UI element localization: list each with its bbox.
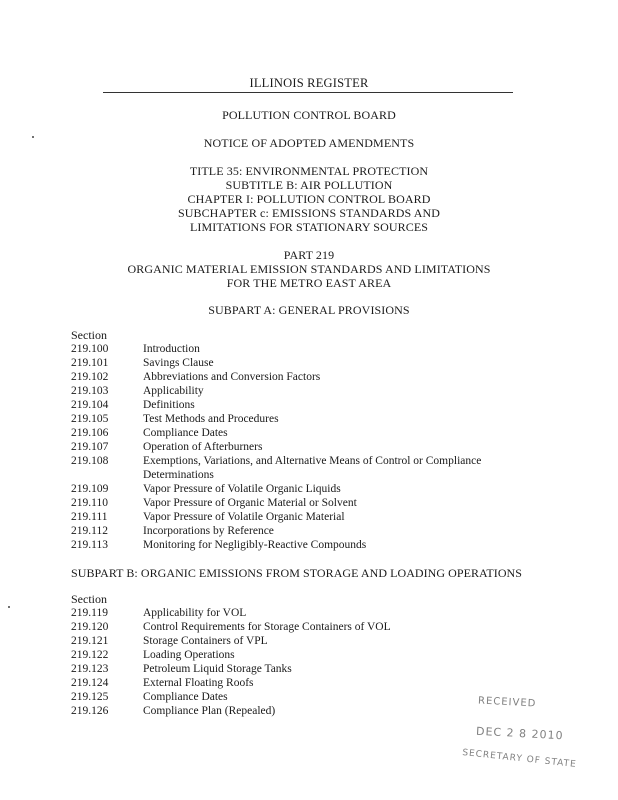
register-title: ILLINOIS REGISTER bbox=[249, 76, 369, 90]
section-title: Compliance Dates bbox=[143, 427, 228, 439]
notice-heading: NOTICE OF ADOPTED AMENDMENTS bbox=[203, 136, 415, 150]
part-number: PART 219 bbox=[283, 248, 335, 262]
part-title-line2: FOR THE METRO EAST AREA bbox=[226, 276, 392, 290]
title-heading: TITLE 35: ENVIRONMENTAL PROTECTION bbox=[189, 164, 429, 178]
section-number: 219.126 bbox=[71, 705, 109, 717]
section-number: 219.113 bbox=[71, 539, 108, 551]
section-title: Monitoring for Negligibly-Reactive Compounds bbox=[143, 539, 367, 551]
section-number: 219.122 bbox=[71, 649, 109, 661]
section-number: 219.120 bbox=[71, 621, 109, 633]
section-title: Storage Containers of VPL bbox=[143, 635, 268, 647]
section-title: Compliance Dates bbox=[143, 691, 228, 703]
scan-speck bbox=[32, 136, 34, 138]
agency-heading: POLLUTION CONTROL BOARD bbox=[222, 108, 396, 122]
stamp-date: DEC 2 8 2010 bbox=[475, 724, 564, 743]
section-title: Test Methods and Procedures bbox=[143, 413, 279, 425]
section-title: Control Requirements for Storage Containers of VOL bbox=[143, 621, 391, 633]
section-number: 219.101 bbox=[71, 357, 109, 369]
header-rule bbox=[103, 92, 513, 93]
section-number: 219.104 bbox=[71, 399, 109, 411]
section-title: Vapor Pressure of Organic Material or Solvent bbox=[143, 497, 357, 509]
section-number: 219.110 bbox=[71, 497, 108, 509]
subchapter-heading-cont: LIMITATIONS FOR STATIONARY SOURCES bbox=[189, 220, 429, 234]
section-title-continuation: Determinations bbox=[143, 469, 214, 481]
section-title: Vapor Pressure of Volatile Organic Liquids bbox=[143, 483, 341, 495]
section-title: Applicability bbox=[143, 385, 204, 397]
subpart-b-title: SUBPART B: ORGANIC EMISSIONS FROM STORAGE AND LOADING OPERATIONS bbox=[71, 566, 522, 580]
section-title: Introduction bbox=[143, 343, 200, 355]
section-title: Definitions bbox=[143, 399, 195, 411]
section-number: 219.105 bbox=[71, 413, 109, 425]
section-title: Petroleum Liquid Storage Tanks bbox=[143, 663, 292, 675]
section-title: External Floating Roofs bbox=[143, 677, 254, 689]
section-number: 219.100 bbox=[71, 343, 109, 355]
subchapter-heading: SUBCHAPTER c: EMISSIONS STANDARDS AND bbox=[177, 206, 441, 220]
subtitle-heading: SUBTITLE B: AIR POLLUTION bbox=[225, 178, 393, 192]
subpart-a-title: SUBPART A: GENERAL PROVISIONS bbox=[208, 303, 410, 317]
section-title: Compliance Plan (Repealed) bbox=[143, 705, 276, 717]
section-number: 219.107 bbox=[71, 441, 109, 453]
section-title: Loading Operations bbox=[143, 649, 235, 661]
section-title: Abbreviations and Conversion Factors bbox=[143, 371, 321, 383]
section-number: 219.112 bbox=[71, 525, 108, 537]
section-number: 219.108 bbox=[71, 455, 109, 467]
section-title: Incorporations by Reference bbox=[143, 525, 274, 537]
chapter-heading: CHAPTER I: POLLUTION CONTROL BOARD bbox=[187, 192, 431, 206]
section-number: 219.119 bbox=[71, 607, 108, 619]
section-number: 219.103 bbox=[71, 385, 109, 397]
section-number: 219.123 bbox=[71, 663, 109, 675]
section-number: 219.111 bbox=[71, 511, 108, 523]
section-title: Vapor Pressure of Volatile Organic Material bbox=[143, 511, 345, 523]
section-title: Savings Clause bbox=[143, 357, 214, 369]
section-label-b: Section bbox=[71, 592, 107, 606]
scan-speck bbox=[8, 606, 10, 608]
section-number: 219.121 bbox=[71, 635, 109, 647]
stamp-office: SECRETARY OF STATE bbox=[461, 748, 578, 770]
stamp-received: RECEIVED bbox=[477, 695, 537, 710]
section-label-a: Section bbox=[71, 328, 107, 342]
section-title: Applicability for VOL bbox=[143, 607, 247, 619]
part-title-line1: ORGANIC MATERIAL EMISSION STANDARDS AND LIMITATIONS bbox=[127, 262, 491, 276]
section-number: 219.109 bbox=[71, 483, 109, 495]
section-number: 219.124 bbox=[71, 677, 109, 689]
section-title: Operation of Afterburners bbox=[143, 441, 263, 453]
section-number: 219.102 bbox=[71, 371, 109, 383]
section-number: 219.106 bbox=[71, 427, 109, 439]
section-title: Exemptions, Variations, and Alternative Means of Control or Compliance bbox=[143, 455, 482, 467]
section-number: 219.125 bbox=[71, 691, 109, 703]
